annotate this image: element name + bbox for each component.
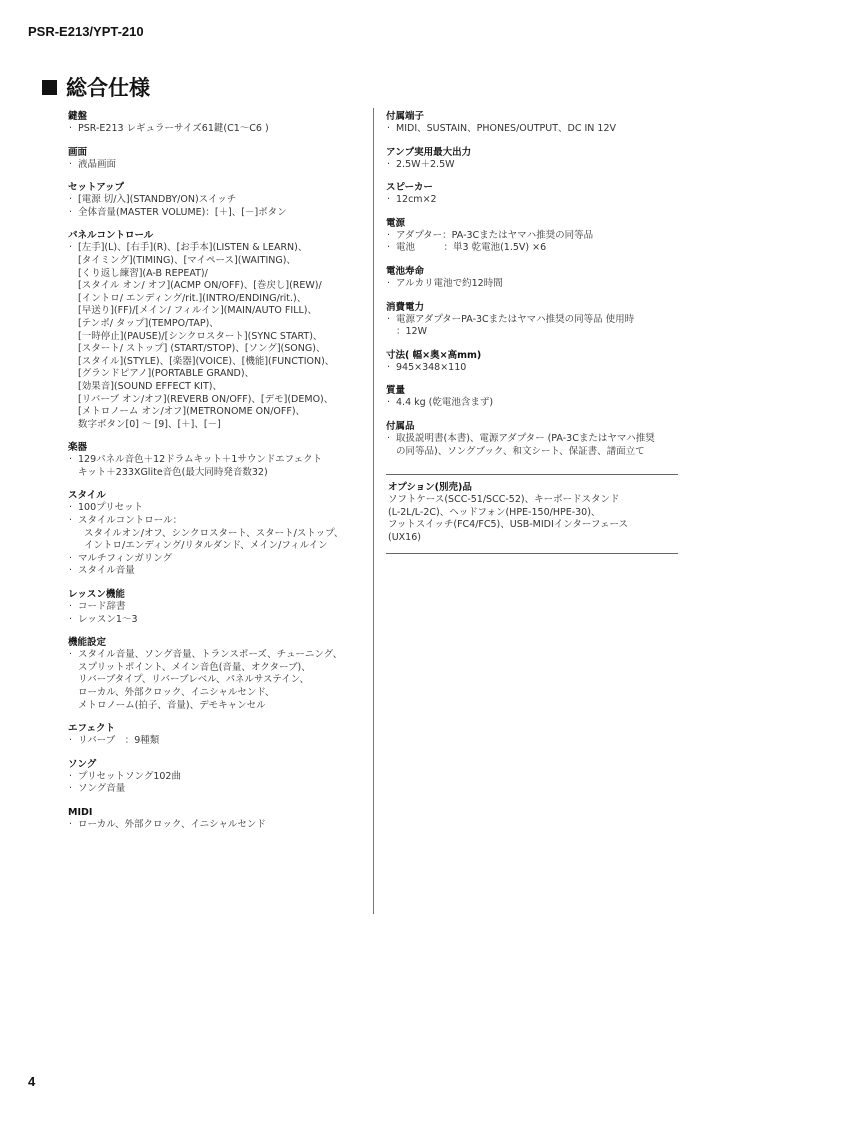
spec-section (68, 489, 368, 578)
spec-heading: アンプ実用最大出力 (386, 146, 472, 158)
spec-line: 数字ボタン[0] 〜 [9]、[＋]、[－] (78, 418, 221, 430)
spec-heading: 電池寿命 (386, 265, 425, 277)
spec-line: ローカル、外部クロック、イニシャルセンド、 (78, 687, 275, 698)
spec-line: [リバーブ オン/オフ](REVERB ON/OFF)、[デモ](DEMO)、 (78, 393, 334, 405)
spec-line: · 2.5W＋2.5W (386, 159, 678, 172)
spec-section (386, 110, 678, 136)
spec-section (68, 636, 368, 712)
page-title (42, 72, 150, 102)
option-line: (L-2L/L-2C)、ヘッドフォン(HPE-150/HPE-30)、 (388, 506, 601, 518)
spec-heading: レッスン機能 (68, 589, 125, 601)
spec-line: [効果音](SOUND EFFECT KIT)、 (78, 380, 222, 392)
spec-section (386, 146, 678, 172)
spec-line: [タイミング](TIMING)、[マイペース](WAITING)、 (78, 254, 296, 266)
spec-line: スタイルオン/オフ、シンクロスタート、スタート/ストップ、 (84, 527, 344, 539)
spec-line: [早送り](FF)/[メイン/ フィルイン](MAIN/AUTO FILL)、 (78, 305, 317, 317)
spec-section (68, 181, 368, 219)
spec-line: [くり返し練習](A-B REPEAT)/ (78, 267, 208, 279)
spec-section (386, 384, 678, 410)
spec-line: · マルチフィンガリング (68, 553, 368, 566)
spec-line: · 電源アダプターPA-3Cまたはヤマハ推奨の同等品 使用時 (386, 314, 678, 327)
spec-line: · [左手](L)、[右手](R)、[お手本](LISTEN & LEARN)、 (68, 242, 368, 255)
spec-line: [メトロノーム オン/オフ](METRONOME ON/OFF)、 (78, 406, 306, 418)
spec-section (386, 181, 678, 207)
spec-section (68, 441, 368, 479)
page-number: 4 (28, 1074, 36, 1089)
spec-heading: セットアップ (68, 182, 125, 194)
spec-heading: 鍵盤 (68, 111, 88, 122)
spec-section (68, 588, 368, 626)
spec-line: ：12W (396, 326, 427, 338)
spec-line: · スタイルコントロール： (68, 515, 368, 528)
spec-line: [グランドピアノ](PORTABLE GRAND)、 (78, 368, 255, 380)
spec-section (68, 110, 368, 136)
spec-line: イントロ/エンディング/リタルダンド、メイン/フィルイン (84, 540, 328, 552)
spec-line: [一時停止](PAUSE)/[シンクロスタート](SYNC START)、 (78, 330, 323, 342)
spec-line: · 12cm×2 (386, 194, 678, 207)
spec-heading: 消費電力 (386, 301, 425, 313)
option-line: ソフトケース(SCC-51/SCC-52)、キーボードスタンド (388, 494, 620, 506)
spec-line: · 液晶画面 (68, 159, 368, 172)
spec-heading: 付属端子 (386, 111, 425, 122)
spec-line: スプリットポイント、メイン音色(音量、オクターブ)、 (78, 661, 311, 673)
spec-line: [テンポ/ タップ](TEMPO/TAP)、 (78, 317, 219, 329)
spec-line: · 129パネル音色＋12ドラムキット＋1サウンドエフェクト (68, 454, 368, 467)
spec-heading: MIDI (68, 806, 93, 818)
spec-section (68, 758, 368, 796)
spec-line: [スタート/ ストップ] (START/STOP)、[ソング](SONG)、 (78, 343, 326, 355)
spec-heading: 寸法( 幅×奥×高mm) (386, 349, 482, 361)
spec-section (386, 265, 678, 291)
spec-line: · 取扱説明書(本書)、電源アダプター (PA-3Cまたはヤマハ推奨 (386, 433, 678, 446)
spec-heading: ソング (68, 758, 97, 770)
left-column (68, 110, 368, 842)
spec-heading: スピーカー (386, 182, 433, 194)
spec-heading: パネルコントロール (68, 230, 154, 242)
spec-line: · 945×348×110 (386, 362, 678, 375)
spec-heading: 機能設定 (68, 637, 107, 649)
column-divider (373, 108, 374, 914)
spec-heading: エフェクト (68, 723, 116, 735)
spec-heading: 質量 (386, 385, 406, 397)
spec-heading: 付属品 (386, 420, 415, 432)
spec-line: · MIDI、SUSTAIN、PHONES/OUTPUT、DC IN 12V (386, 123, 678, 136)
spec-line: · [電源 切/入](STANDBY/ON)スイッチ (68, 194, 368, 207)
spec-section (68, 229, 368, 431)
spec-line: · スタイル音量、ソング音量、トランスポーズ、チューニング、 (68, 649, 368, 662)
option-line: (UX16) (388, 531, 421, 543)
options-heading: オプション(別売)品 (388, 482, 472, 494)
spec-heading: 画面 (68, 146, 88, 158)
spec-line: キット＋233XGlite音色(最大同時発音数32) (78, 466, 268, 478)
spec-line: の同等品)、ソングブック、和文シート、保証書、譜面立て (396, 445, 645, 457)
page-title-text: 総合仕様 (66, 76, 150, 100)
spec-line: · アダプター：PA-3Cまたはヤマハ推奨の同等品 (386, 230, 678, 243)
spec-line: · PSR-E213 レギュラーサイズ61鍵(C1〜C6 ) (68, 123, 368, 136)
spec-heading: 電源 (386, 217, 406, 229)
spec-line: · スタイル音量 (68, 565, 368, 578)
right-column (386, 110, 678, 554)
spec-section (386, 349, 678, 375)
spec-section (386, 420, 678, 458)
spec-line: リバーブタイプ、リバーブレベル、パネルサステイン、 (78, 674, 309, 686)
spec-line: · リバーブ ：9種類 (68, 735, 368, 748)
spec-line: · ローカル、外部クロック、イニシャルセンド (68, 819, 368, 832)
spec-line: · コード辞書 (68, 601, 368, 614)
spec-section (68, 722, 368, 748)
spec-line: メトロノーム(拍子、音量)、デモキャンセル (78, 699, 266, 711)
spec-heading: スタイル (68, 490, 106, 502)
spec-line: [スタイル オン/ オフ](ACMP ON/OFF)、[巻戻し](REW)/ (78, 280, 322, 292)
spec-line: · ソング音量 (68, 783, 368, 796)
spec-section (68, 806, 368, 832)
model-header: PSR-E213/YPT-210 (28, 24, 144, 39)
spec-line: [スタイル](STYLE)、[楽器](VOICE)、[機能](FUNCTION)、 (78, 355, 335, 367)
spec-line: · プリセットソング102曲 (68, 771, 368, 784)
spec-heading: 楽器 (68, 442, 88, 454)
options-box (386, 474, 678, 553)
spec-line: · 電池 ：単3 乾電池(1.5V) ×6 (386, 242, 678, 255)
spec-line: · 全体音量(MASTER VOLUME)：[＋]、[－]ボタン (68, 207, 368, 220)
spec-line: [イントロ/ エンディング/rit.](INTRO/ENDING/rit.)、 (78, 292, 307, 304)
spec-section (68, 146, 368, 172)
spec-line: · 4.4 kg (乾電池含まず) (386, 397, 678, 410)
spec-line: · アルカリ電池で約12時間 (386, 278, 678, 291)
spec-line: · レッスン1〜3 (68, 614, 368, 627)
spec-section (386, 217, 678, 255)
spec-section (386, 301, 678, 339)
option-line: フットスイッチ(FC4/FC5)、USB-MIDIインターフェース (388, 519, 628, 531)
title-square-icon (42, 80, 57, 95)
spec-line: · 100プリセット (68, 502, 368, 515)
